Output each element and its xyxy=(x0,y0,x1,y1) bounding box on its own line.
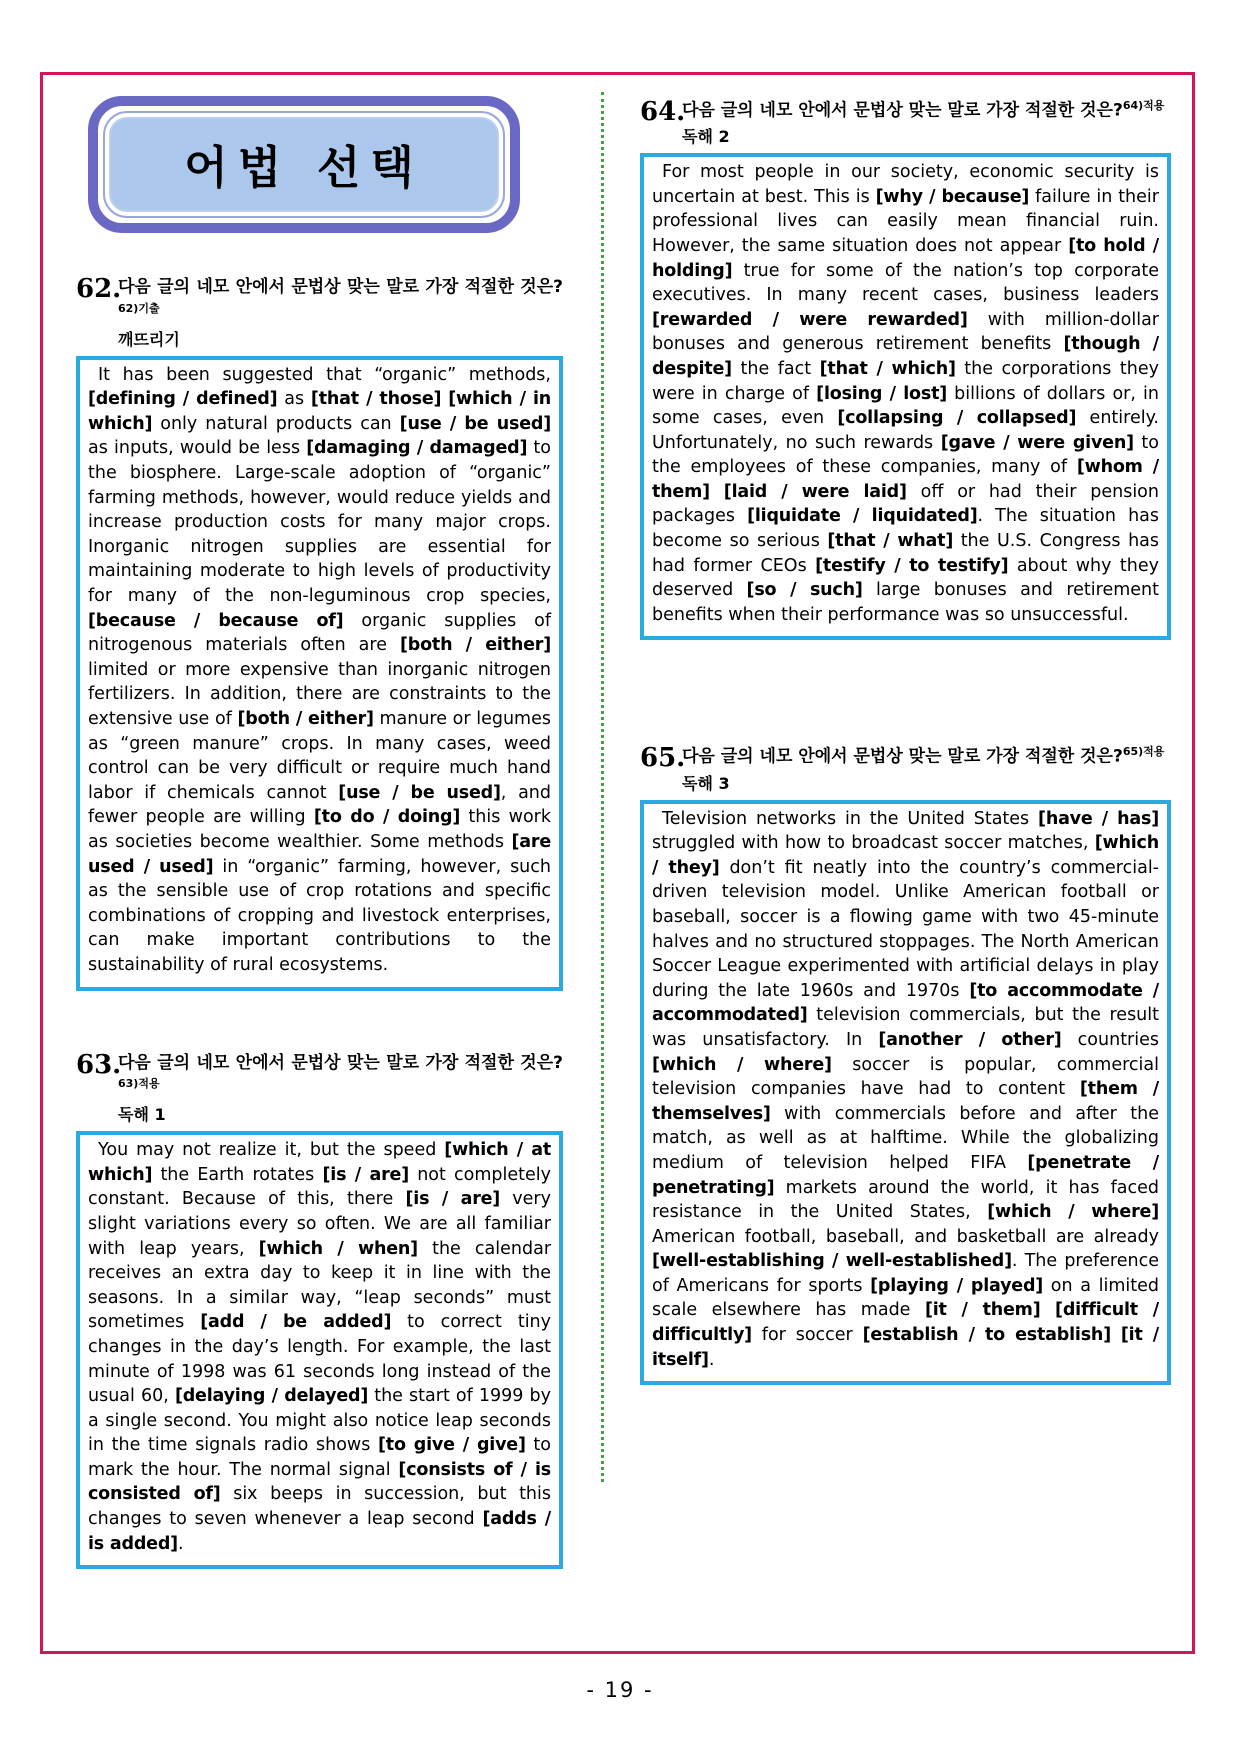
question-64 xyxy=(640,98,1171,640)
question-63-footnote-marker: 63)적용 xyxy=(118,1077,160,1090)
question-62-source-tag: 깨뜨리기 xyxy=(118,329,180,349)
question-63-prompt-text: 다음 글의 네모 안에서 문법상 맞는 말로 가장 적절한 것은? xyxy=(118,1052,563,1073)
question-63-number: 63. xyxy=(76,1049,122,1080)
question-62-number: 62. xyxy=(76,274,122,304)
question-62-prompt xyxy=(118,275,563,352)
question-64-header xyxy=(640,98,1171,149)
question-63-passage: You may not realize it, but the speed [which / at which] the Earth rotates [is / are] not completely constant. Because of this, there [is / are] very slight variations every so often. We are all familiar with leap years, [which / when] the calendar receives an extra day to keep it in line with the seasons. In a similar way, “leap seconds” must sometimes [add / be added] to correct tiny changes in the day’s length. For example, the last minute of 1998 was 61 seconds long instead of the usual 60, [delaying / delayed] the start of 1999 by a single second. You might also notice leap seconds in the time signals radio shows [to give / give] to mark the hour. The normal signal [consists of / is consisted of] six beeps in succession, but this changes to seven whenever a leap second [adds / is added]. xyxy=(88,1140,552,1554)
section-title-box xyxy=(88,96,520,233)
right-column xyxy=(640,98,1171,1385)
question-64-footnote-marker: 64)적용 xyxy=(1122,99,1165,112)
column-divider xyxy=(601,92,604,1482)
page-number: - 19 - xyxy=(586,1678,654,1702)
question-65-number: 65. xyxy=(640,743,686,774)
question-65-prompt xyxy=(682,744,1171,795)
question-64-prompt-text: 다음 글의 네모 안에서 문법상 맞는 말로 가장 적절한 것은? xyxy=(682,100,1123,121)
question-64-passage-box xyxy=(640,153,1171,640)
spacer xyxy=(640,640,1171,744)
question-65 xyxy=(640,744,1171,1385)
section-title-box-ring xyxy=(103,111,505,218)
question-63-header xyxy=(76,1051,563,1128)
question-65-prompt-text: 다음 글의 네모 안에서 문법상 맞는 말로 가장 적절한 것은? xyxy=(682,747,1123,768)
question-63-passage-box xyxy=(76,1131,563,1569)
question-64-passage: For most people in our society, economic security is uncertain at best. This is [why / because] failure in their professional lives can easily mean financial ruin. However, the same situation does not appear [to hold / holding] true for some of the nation’s top corporate executives. In many recent cases, business leaders [rewarded / were rewarded] with million-dollar bonuses and generous retirement benefits [though / despite] the fact [that / which] the corporations they were in charge of [losing / lost] billions of dollars or, in some cases, even [collapsing / collapsed] entirely. Unfortunately, no such rewards [gave / were given] to the employees of these companies, many of [whom / them] [laid / were laid] off or had their pension packages [liquidate / liquidated]. The situation has become so serious [that / what] the U.S. Congress has had former CEOs [testify / to testify] about why they deserved [so / such] large bonuses and retirement benefits when their performance was so unsuccessful. xyxy=(652,162,1160,625)
question-64-number: 64. xyxy=(640,97,686,127)
question-64-source-tag: 독해 2 xyxy=(682,127,730,147)
question-62-passage: It has been suggested that “organic” methods, [defining / defined] as [that / those] [which / in which] only natural products can [use / be used] as inputs, would be less [damaging / damaged] to the biosphere. Large-scale adoption of “organic” farming methods, however, would reduce yields and increase production costs for many major crops. Inorganic nitrogen supplies are essential for maintaining moderate to high levels of productivity for many of the non-leguminous crop species, [because / because of] organic supplies of nitrogenous materials often are [both / either] limited or more expensive than inorganic nitrogen fertilizers. In addition, there are constraints to the extensive use of [both / either] manure or legumes as “green manure” crops. In many cases, weed control can be very difficult or require much hand labor if chemicals cannot [use / be used], and fewer people are willing [to do / doing] this work as societies become wealthier. Some methods [are used / used] in “organic” farming, however, such as the sensible use of crop rotations and specific combinations of cropping and livestock enterprises, can make important contributions to the sustainability of rural ecosystems. xyxy=(88,364,552,975)
question-62-passage-box xyxy=(76,356,563,991)
question-65-passage: Television networks in the United States [have / has] struggled with how to broadcast soccer matches, [which / they] don’t fit neatly into the country’s commercial-driven television model. Unlike American football or baseball, soccer is a flowing game with two 45-minute halves and no structured stoppages. The North American Soccer League experimented with artificial delays in play during the late 1960s and 1970s [to accommodate / accommodated] television commercials, but the result was unsatisfactory. In [another / other] countries [which / where] soccer is popular, commercial television companies have had to content [them / themselves] with commercials before and after the match, as well as at halftime. While the globalizing medium of television helped FIFA [penetrate / penetrating] markets around the world, it has faced resistance in the United States, [which / where] American football, baseball, and basketball are already [well-establishing / well-established]. The preference of Americans for sports [playing / played] on a limited scale elsewhere has made [it / them] [difficult / difficultly] for soccer [establish / to establish] [it / itself]. xyxy=(652,808,1160,1370)
question-62 xyxy=(76,275,563,991)
spacer xyxy=(76,991,563,1051)
question-62-footnote-marker: 62)기출 xyxy=(118,301,160,315)
question-65-passage-box xyxy=(640,800,1171,1386)
section-title: 어법 선택 xyxy=(109,117,499,212)
question-65-footnote-marker: 65)적용 xyxy=(1122,745,1165,759)
question-62-prompt-text: 다음 글의 네모 안에서 문법상 맞는 말로 가장 적절한 것은? xyxy=(118,277,563,297)
question-63 xyxy=(76,1051,563,1570)
question-63-prompt xyxy=(118,1051,563,1128)
question-65-source-tag: 독해 3 xyxy=(682,773,730,793)
question-65-header xyxy=(640,744,1171,795)
question-64-prompt xyxy=(682,98,1171,149)
left-column xyxy=(76,96,563,1569)
question-63-source-tag: 독해 1 xyxy=(118,1105,166,1125)
question-62-header xyxy=(76,275,563,352)
